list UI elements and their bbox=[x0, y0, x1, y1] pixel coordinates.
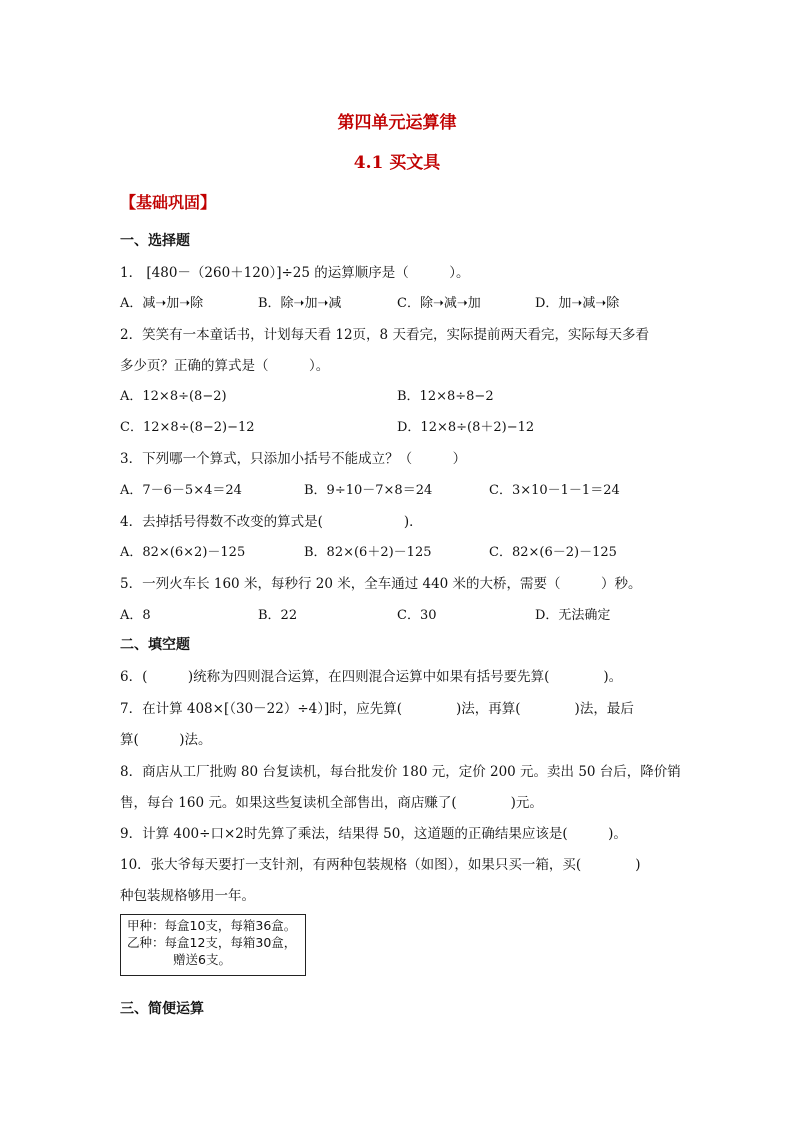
q3-option-c: C．3×10－1－1＝24 bbox=[489, 483, 620, 498]
part-simplify-heading: 三、简便运算 bbox=[120, 1001, 204, 1017]
question-2-line-2: 多少页？正确的算式是（ ）。 bbox=[120, 358, 330, 374]
q1-option-c: C．除➝减➝加 bbox=[397, 296, 481, 311]
spec-type-b: 乙种：每盒12支，每箱30盒， bbox=[127, 935, 297, 950]
q2-option-a: A．12×8÷(8−2) bbox=[120, 389, 227, 404]
question-8-line-1: 8．商店从工厂批购 80 台复读机，每台批发价 180 元，定价 200 元。卖出 50 台后，降价销 bbox=[120, 764, 681, 780]
q4-option-a: A．82×(6×2)－125 bbox=[120, 545, 246, 560]
question-5: 5．一列火车长 160 米，每秒行 20 米，全车通过 440 米的大桥，需要（ ）秒。 bbox=[120, 576, 642, 592]
q3-option-a: A．7－6－5×4＝24 bbox=[120, 483, 242, 498]
question-10-line-2: 种包装规格够用一年。 bbox=[120, 888, 255, 904]
question-9: 9．计算 400÷口×2时先算了乘法，结果得 50，这道题的正确结果应该是( )。 bbox=[120, 826, 627, 842]
q2-option-c: C．12×8÷(8−2)−12 bbox=[120, 420, 255, 435]
q5-option-a: A．8 bbox=[120, 608, 151, 623]
spec-type-a: 甲种：每盒10支，每箱36盒。 bbox=[127, 918, 297, 933]
question-7-line-1: 7．在计算 408×[（30－22）÷4）]时，应先算( )法，再算( )法，最后 bbox=[120, 701, 634, 717]
page-subtitle: 4.1 买文具 bbox=[353, 153, 441, 173]
part-fill-heading: 二、填空题 bbox=[120, 637, 190, 653]
q3-option-b: B．9÷10－7×8＝24 bbox=[304, 483, 433, 498]
q2-option-b: B．12×8÷8−2 bbox=[397, 389, 494, 404]
part-choice-heading: 一、选择题 bbox=[120, 233, 190, 249]
question-7-line-2: 算( )法。 bbox=[120, 732, 212, 748]
q5-option-b: B．22 bbox=[258, 608, 298, 623]
question-1: 1． [480－（260＋120）]÷25 的运算顺序是（ ）。 bbox=[120, 265, 470, 281]
spec-type-b-bonus: 赠送6支。 bbox=[173, 952, 231, 967]
page-title: 第四单元运算律 bbox=[337, 113, 457, 133]
q4-option-c: C．82×(6－2)－125 bbox=[489, 545, 617, 560]
section-heading: 【基础巩固】 bbox=[120, 193, 217, 212]
question-8-line-2: 售，每台 160 元。如果这些复读机全部售出，商店赚了( )元。 bbox=[120, 795, 543, 811]
packaging-spec-box bbox=[120, 914, 306, 976]
q5-option-c: C．30 bbox=[397, 608, 437, 623]
q1-option-b: B．除➝加➝减 bbox=[258, 296, 342, 311]
q2-option-d: D．12×8÷(8＋2)−12 bbox=[397, 420, 535, 435]
q1-option-a: A．减➝加➝除 bbox=[120, 296, 204, 311]
question-6: 6．( )统称为四则混合运算，在四则混合运算中如果有括号要先算( )。 bbox=[120, 669, 623, 685]
question-10-line-1: 10．张大爷每天要打一支针剂，有两种包装规格（如图），如果只买一箱，买( ) bbox=[120, 857, 641, 873]
question-4: 4．去掉括号得数不改变的算式是( )． bbox=[120, 514, 423, 530]
q1-option-d: D．加➝减➝除 bbox=[535, 296, 620, 311]
q5-option-d: D．无法确定 bbox=[535, 608, 611, 623]
q4-option-b: B．82×(6＋2)－125 bbox=[304, 545, 432, 560]
question-3: 3．下列哪一个算式，只添加小括号不能成立？（ ） bbox=[120, 451, 467, 467]
question-2-line-1: 2．笑笑有一本童话书，计划每天看 12页，8 天看完，实际提前两天看完，实际每天多看 bbox=[120, 327, 649, 343]
